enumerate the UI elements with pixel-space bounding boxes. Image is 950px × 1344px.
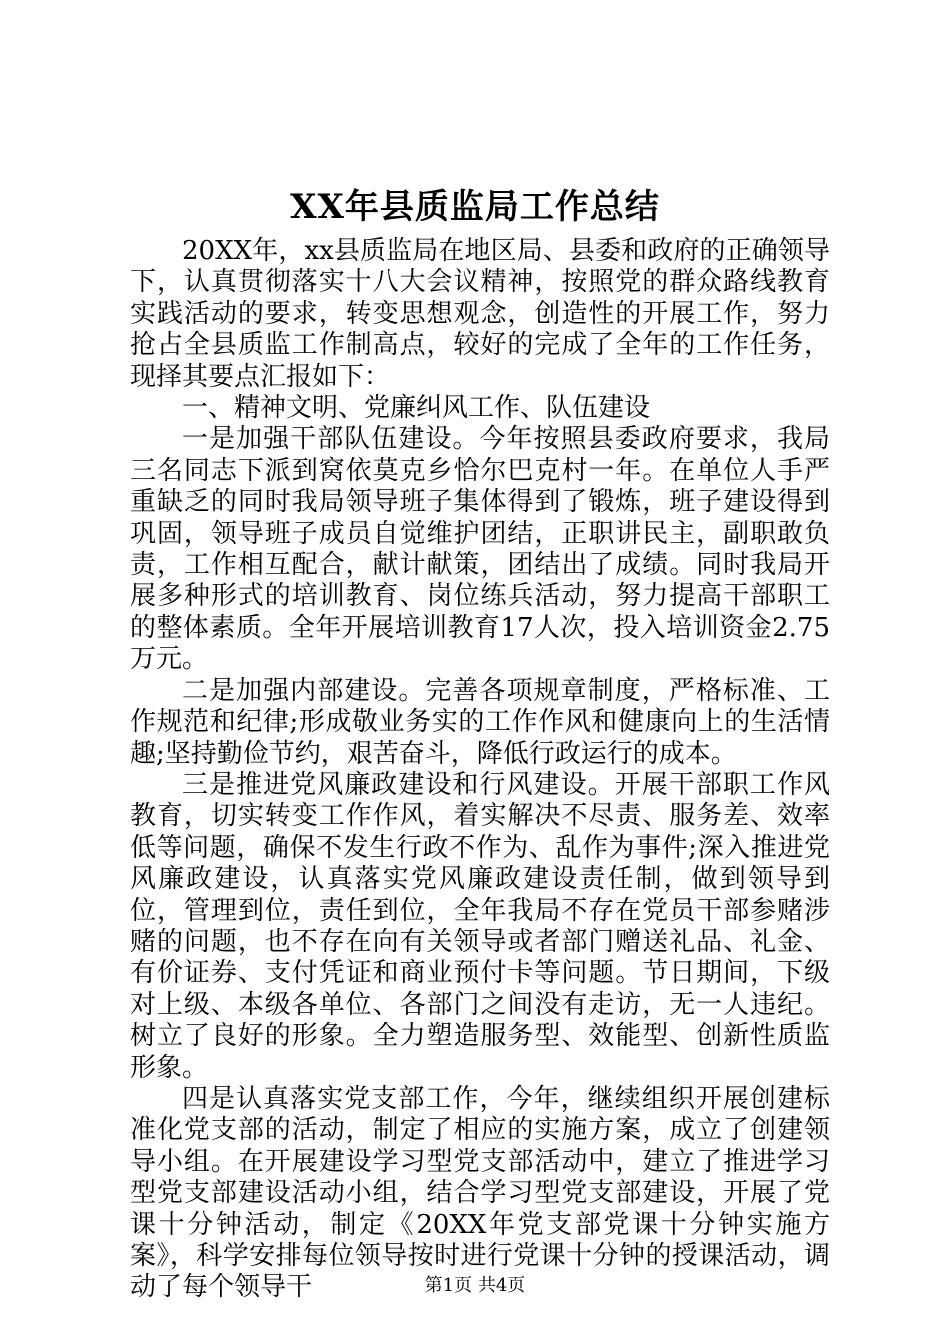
paragraph-team-building: 一是加强干部队伍建设。今年按照县委政府要求，我局三名同志下派到窝依莫克乡恰尔巴克村一年。在单位人手严重缺乏的同时我局领导班子集体得到了锻炼，班子建设得到巩固，领导班子成员自觉维护团结，正职讲民主，副职敢负责，工作相互配合，献计献策，团结出了成绩。同时我局开展多种形式的培训教育、岗位练兵活动，努力提高干部职工的整体素质。全年开展培训教育17人次，投入培训资金2.75万元。 xyxy=(130,424,830,675)
section-heading: 一、精神文明、党廉纠风工作、队伍建设 xyxy=(182,393,651,424)
paragraph-internal-building: 二是加强内部建设。完善各项规章制度，严格标准、工作规范和纪律;形成敬业务实的工作作风和健康向上的生活情趣;坚持勤俭节约，艰苦奋斗，降低行政运行的成本。 xyxy=(130,675,830,769)
document-title: XX年县质监局工作总结 xyxy=(290,187,660,227)
paragraph-integrity-building: 三是推进党风廉政建设和行风建设。开展干部职工作风教育，切实转变工作作风，着实解决不尽责、服务差、效率低等问题，确保不发生行政不作为、乱作为事件;深入推进党风廉政建设，认真落实党风廉政建设责任制，做到领导到位，管理到位，责任到位，全年我局不存在党员干部参赌涉赌的问题，也不存在向有关领导或者部门赠送礼品、礼金、有价证券、支付凭证和商业预付卡等问题。节日期间，下级对上级、本级各单位、各部门之间没有走访，无一人违纪。树立了良好的形象。全力塑造服务型、效能型、创新性质监形象。 xyxy=(130,769,830,1083)
document-body xyxy=(130,236,830,1304)
paragraph-party-branch: 四是认真落实党支部工作，今年，继续组织开展创建标准化党支部的活动，制定了相应的实施方案，成立了创建领导小组。在开展建设学习型党支部活动中，建立了推进学习型党支部建设活动小组，结合学习型党支部建设，开展了党课十分钟活动，制定《20XX年党支部党课十分钟实施方案》，科学安排每位领导按时进行党课十分钟的授课活动，调动了每个领导干 xyxy=(130,1083,830,1303)
page-number-footer: 第1页 共4页 xyxy=(424,1275,526,1296)
paragraph-intro: 20XX年，xx县质监局在地区局、县委和政府的正确领导下，认真贯彻落实十八大会议精神，按照党的群众路线教育实践活动的要求，转变思想观念，创造性的开展工作，努力抢占全县质监工作制高点，较好的完成了全年的工作任务，现择其要点汇报如下： xyxy=(130,236,830,392)
